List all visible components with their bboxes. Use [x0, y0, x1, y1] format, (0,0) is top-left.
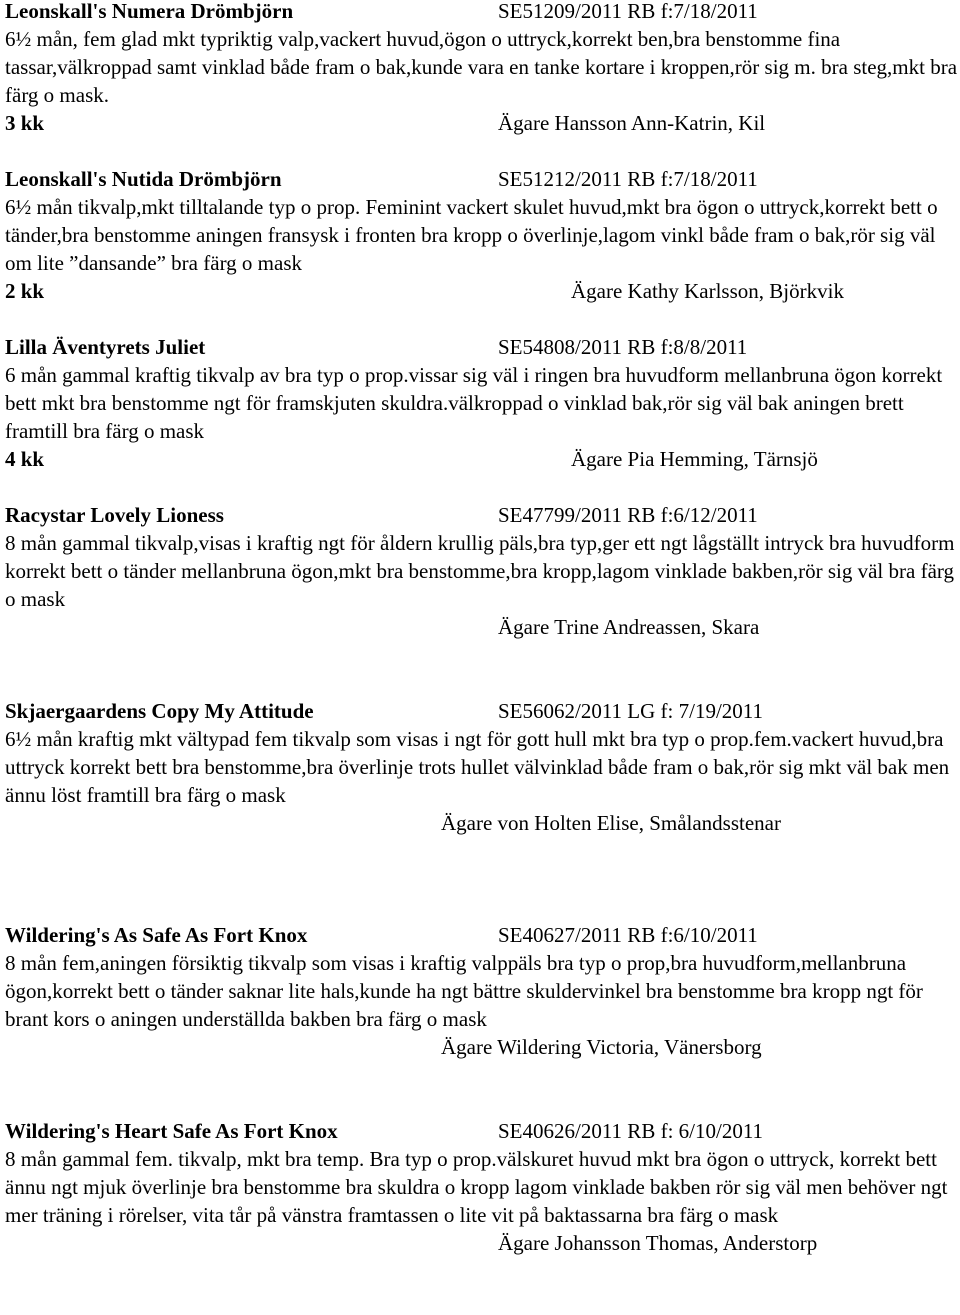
registration-info: SE47799/2011 RB f:6/12/2011: [498, 503, 758, 527]
owner-line: [5, 809, 960, 837]
dog-name: Wildering's As Safe As Fort Knox: [5, 923, 308, 947]
critique-text: 8 mån fem,aningen försiktig tikvalp som visas i kraftig valppäls bra typ o prop,bra huvudform,mellanbruna ögon,korrekt bett o tänder saknar lite hals,kunde ha ngt bättre skuldervinkel bra benstomme bra kropp ngt för brant kors o aningen underställda bakben bra färg o mask: [5, 951, 923, 1031]
owner-name: Ägare Wildering Victoria, Vänersborg: [441, 1035, 762, 1059]
dog-name: Lilla Äventyrets Juliet: [5, 335, 206, 359]
entry-header: [5, 501, 960, 529]
entry-header: [5, 333, 960, 361]
owner-line: [5, 109, 960, 137]
entry-header: [5, 0, 960, 25]
owner-line: [5, 445, 960, 473]
document-page: [5, 0, 960, 1257]
dog-entry: [5, 921, 960, 1061]
owner-name: Ägare Hansson Ann-Katrin, Kil: [498, 111, 766, 135]
dog-name: Skjaergaardens Copy My Attitude: [5, 699, 314, 723]
dog-entry: [5, 165, 960, 305]
owner-name: Ägare Trine Andreassen, Skara: [498, 615, 760, 639]
registration-info: SE51212/2011 RB f:7/18/2011: [498, 167, 758, 191]
owner-name: Ägare Pia Hemming, Tärnsjö: [571, 447, 818, 471]
dog-entry: [5, 501, 960, 641]
owner-name: Ägare Johansson Thomas, Anderstorp: [498, 1231, 818, 1255]
dog-entry: [5, 697, 960, 837]
dog-entry: [5, 333, 960, 473]
critique-text: 8 mån gammal fem. tikvalp, mkt bra temp. Bra typ o prop.välskuret huvud mkt bra ögon o uttryck, korrekt bett ännu ngt mjuk överlinje bra benstomme bra skuldra o kropp lagom vinklade bakben rör sig väl men behöver ngt mer träning i rörelser, vita tår på vänstra framtassen o lite vit på baktassarna bra färg o mask: [5, 1147, 948, 1227]
grade: 3 kk: [5, 111, 45, 135]
registration-info: SE40626/2011 RB f: 6/10/2011: [498, 1119, 764, 1143]
dog-name: Leonskall's Numera Drömbjörn: [5, 0, 294, 23]
critique-text: 6½ mån tikvalp,mkt tilltalande typ o prop. Feminint vackert skulet huvud,mkt bra ögon o uttryck,korrekt bett o tänder,bra benstomme aningen fransysk i fronten bra kropp o överlinje,lagom vinkl både fram o bak,rör sig väl om lite ”dansande” bra färg o mask: [5, 195, 938, 275]
dog-entry: [5, 0, 960, 137]
critique-text: 6½ mån kraftig mkt vältypad fem tikvalp som visas i ngt för gott hull mkt bra typ o prop.fem.vackert huvud,bra uttryck korrekt bett bra benstomme,bra överlinje trots hullet välvinklad både fram o bak,rör sig mkt väl bak men ännu löst framtill bra färg o mask: [5, 727, 950, 807]
registration-info: SE40627/2011 RB f:6/10/2011: [498, 923, 758, 947]
critique-text: 6½ mån, fem glad mkt typriktig valp,vackert huvud,ögon o uttryck,korrekt ben,bra benstomme fina tassar,välkroppad samt vinklad både fram o bak,kunde vara en tanke kortare i kroppen,rör sig m. bra steg,mkt bra färg o mask.: [5, 27, 958, 107]
entry-header: [5, 921, 960, 949]
registration-info: SE54808/2011 RB f:8/8/2011: [498, 335, 748, 359]
entry-header: [5, 1117, 960, 1145]
owner-name: Ägare von Holten Elise, Smålandsstenar: [441, 811, 781, 835]
owner-name: Ägare Kathy Karlsson, Björkvik: [571, 279, 844, 303]
entry-header: [5, 697, 960, 725]
critique-text: 8 mån gammal tikvalp,visas i kraftig ngt för åldern krullig päls,bra typ,ger ett ngt lågställt intryck bra huvudform korrekt bett o tänder mellanbruna ögon,mkt bra benstomme,bra kropp,lagom vinklade bakben,rör sig väl bra färg o mask: [5, 531, 955, 611]
entry-header: [5, 165, 960, 193]
dog-name: Leonskall's Nutida Drömbjörn: [5, 167, 282, 191]
grade: 4 kk: [5, 447, 45, 471]
owner-line: [5, 613, 960, 641]
dog-name: Wildering's Heart Safe As Fort Knox: [5, 1119, 338, 1143]
owner-line: [5, 1033, 960, 1061]
dog-name: Racystar Lovely Lioness: [5, 503, 224, 527]
grade: 2 kk: [5, 279, 45, 303]
critique-text: 6 mån gammal kraftig tikvalp av bra typ o prop.vissar sig väl i ringen bra huvudform mellanbruna ögon korrekt bett mkt bra benstomme ngt för framskjuten skuldra.välkroppad o vinklad bak,rör sig väl bak aningen brett framtill bra färg o mask: [5, 363, 943, 443]
registration-info: SE51209/2011 RB f:7/18/2011: [498, 0, 758, 23]
owner-line: [5, 277, 960, 305]
owner-line: [5, 1229, 960, 1257]
dog-entry: [5, 1117, 960, 1257]
registration-info: SE56062/2011 LG f: 7/19/2011: [498, 699, 764, 723]
